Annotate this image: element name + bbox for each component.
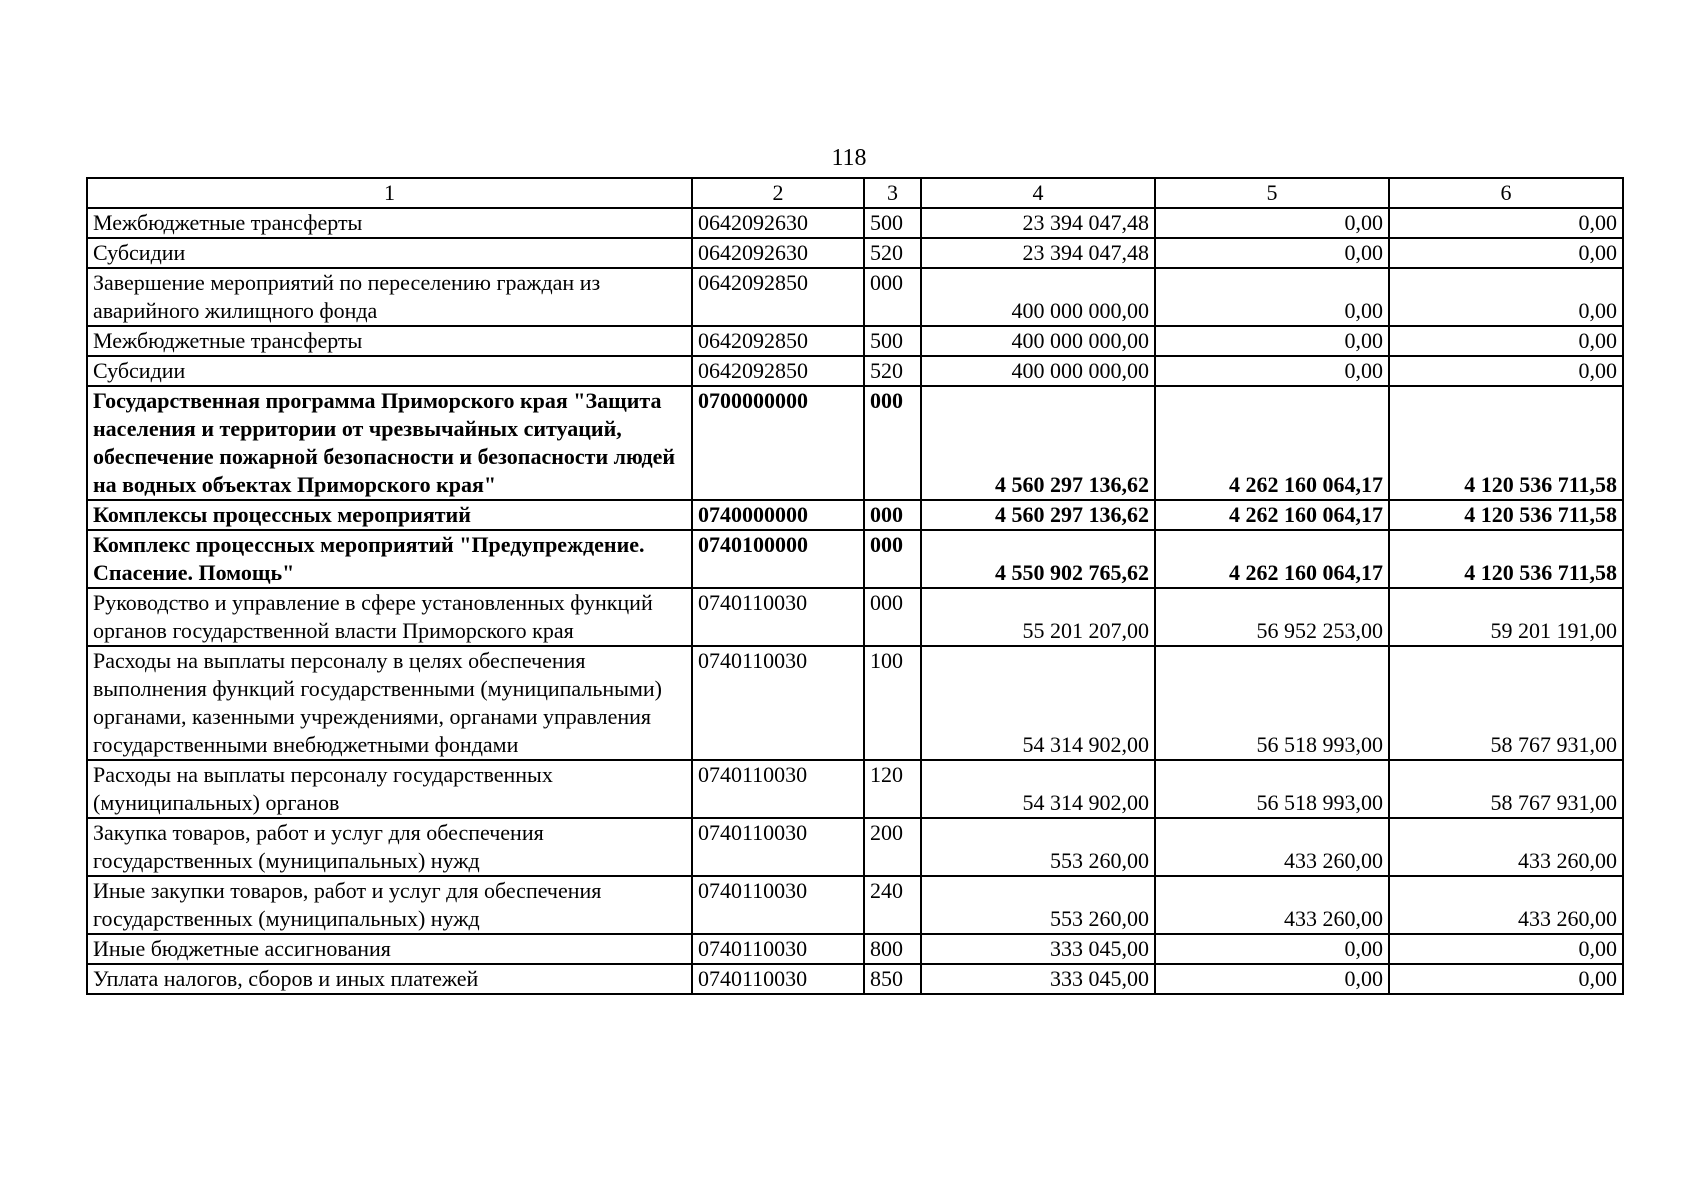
row-amount-col5: 0,00	[1155, 934, 1389, 964]
row-amount-col6: 0,00	[1389, 356, 1623, 386]
row-code: 0740000000	[692, 500, 864, 530]
row-amount-col4: 4 560 297 136,62	[921, 386, 1155, 500]
row-amount-col5: 433 260,00	[1155, 818, 1389, 876]
row-expense-type: 520	[864, 238, 921, 268]
row-amount-col5: 0,00	[1155, 268, 1389, 326]
row-amount-col6: 4 120 536 711,58	[1389, 386, 1623, 500]
row-amount-col4: 400 000 000,00	[921, 356, 1155, 386]
table-row	[87, 818, 1623, 876]
table-row	[87, 964, 1623, 994]
row-amount-col4: 23 394 047,48	[921, 238, 1155, 268]
table-row	[87, 356, 1623, 386]
row-amount-col6: 58 767 931,00	[1389, 646, 1623, 760]
budget-table	[86, 177, 1624, 995]
row-amount-col5: 433 260,00	[1155, 876, 1389, 934]
row-expense-type: 520	[864, 356, 921, 386]
row-expense-type: 000	[864, 386, 921, 500]
row-amount-col5: 0,00	[1155, 238, 1389, 268]
row-name: Комплекс процессных мероприятий "Предупреждение. Спасение. Помощь"	[87, 530, 692, 588]
header-col-1: 1	[87, 178, 692, 208]
row-amount-col6: 433 260,00	[1389, 818, 1623, 876]
row-amount-col4: 553 260,00	[921, 876, 1155, 934]
table-row	[87, 386, 1623, 500]
row-amount-col5: 4 262 160 064,17	[1155, 530, 1389, 588]
row-expense-type: 800	[864, 934, 921, 964]
row-code: 0740110030	[692, 876, 864, 934]
row-name: Межбюджетные трансферты	[87, 208, 692, 238]
row-code: 0700000000	[692, 386, 864, 500]
row-amount-col6: 4 120 536 711,58	[1389, 530, 1623, 588]
row-code: 0740100000	[692, 530, 864, 588]
row-name: Иные бюджетные ассигнования	[87, 934, 692, 964]
row-amount-col6: 4 120 536 711,58	[1389, 500, 1623, 530]
row-amount-col4: 54 314 902,00	[921, 646, 1155, 760]
row-amount-col4: 23 394 047,48	[921, 208, 1155, 238]
row-amount-col5: 0,00	[1155, 964, 1389, 994]
row-amount-col6: 0,00	[1389, 326, 1623, 356]
header-col-4: 4	[921, 178, 1155, 208]
row-expense-type: 000	[864, 500, 921, 530]
header-col-5: 5	[1155, 178, 1389, 208]
row-code: 0642092630	[692, 238, 864, 268]
row-amount-col5: 0,00	[1155, 208, 1389, 238]
header-col-6: 6	[1389, 178, 1623, 208]
row-amount-col6: 0,00	[1389, 238, 1623, 268]
row-amount-col4: 400 000 000,00	[921, 268, 1155, 326]
row-expense-type: 120	[864, 760, 921, 818]
row-expense-type: 500	[864, 326, 921, 356]
row-amount-col4: 553 260,00	[921, 818, 1155, 876]
row-code: 0740110030	[692, 588, 864, 646]
row-code: 0740110030	[692, 934, 864, 964]
table-row	[87, 934, 1623, 964]
row-code: 0642092850	[692, 268, 864, 326]
table-row	[87, 238, 1623, 268]
row-code: 0740110030	[692, 964, 864, 994]
row-name: Комплексы процессных мероприятий	[87, 500, 692, 530]
row-amount-col6: 59 201 191,00	[1389, 588, 1623, 646]
table-row	[87, 760, 1623, 818]
row-name: Иные закупки товаров, работ и услуг для обеспечения государственных (муниципальных) нужд	[87, 876, 692, 934]
row-amount-col5: 4 262 160 064,17	[1155, 500, 1389, 530]
table-row	[87, 326, 1623, 356]
row-amount-col4: 54 314 902,00	[921, 760, 1155, 818]
row-code: 0740110030	[692, 760, 864, 818]
row-expense-type: 000	[864, 530, 921, 588]
header-row	[87, 178, 1623, 208]
table-row	[87, 876, 1623, 934]
row-amount-col6: 0,00	[1389, 268, 1623, 326]
row-name: Уплата налогов, сборов и иных платежей	[87, 964, 692, 994]
row-amount-col6: 433 260,00	[1389, 876, 1623, 934]
row-amount-col5: 4 262 160 064,17	[1155, 386, 1389, 500]
row-name: Государственная программа Приморского края "Защита населения и территории от чрезвычайных ситуаций, обеспечение пожарной безопасности и безопасности людей на водных объектах Приморского края"	[87, 386, 692, 500]
row-name: Расходы на выплаты персоналу государственных (муниципальных) органов	[87, 760, 692, 818]
row-code: 0642092850	[692, 326, 864, 356]
row-amount-col5: 56 518 993,00	[1155, 760, 1389, 818]
header-col-2: 2	[692, 178, 864, 208]
row-amount-col6: 0,00	[1389, 964, 1623, 994]
row-amount-col4: 4 550 902 765,62	[921, 530, 1155, 588]
row-code: 0740110030	[692, 646, 864, 760]
row-amount-col6: 0,00	[1389, 208, 1623, 238]
row-amount-col5: 56 518 993,00	[1155, 646, 1389, 760]
row-amount-col4: 400 000 000,00	[921, 326, 1155, 356]
row-name: Завершение мероприятий по переселению граждан из аварийного жилищного фонда	[87, 268, 692, 326]
table-row	[87, 268, 1623, 326]
row-amount-col5: 56 952 253,00	[1155, 588, 1389, 646]
row-code: 0740110030	[692, 818, 864, 876]
row-amount-col6: 58 767 931,00	[1389, 760, 1623, 818]
row-amount-col4: 333 045,00	[921, 934, 1155, 964]
row-expense-type: 000	[864, 268, 921, 326]
table-row	[87, 588, 1623, 646]
row-expense-type: 850	[864, 964, 921, 994]
row-amount-col5: 0,00	[1155, 326, 1389, 356]
row-amount-col4: 55 201 207,00	[921, 588, 1155, 646]
row-name: Межбюджетные трансферты	[87, 326, 692, 356]
table-row	[87, 500, 1623, 530]
row-expense-type: 240	[864, 876, 921, 934]
row-name: Руководство и управление в сфере установленных функций органов государственной власти Приморского края	[87, 588, 692, 646]
page-number: 118	[831, 145, 867, 171]
row-amount-col6: 0,00	[1389, 934, 1623, 964]
header-col-3: 3	[864, 178, 921, 208]
row-name: Субсидии	[87, 238, 692, 268]
row-expense-type: 200	[864, 818, 921, 876]
table-row	[87, 208, 1623, 238]
row-amount-col5: 0,00	[1155, 356, 1389, 386]
row-expense-type: 500	[864, 208, 921, 238]
table-row	[87, 646, 1623, 760]
row-name: Субсидии	[87, 356, 692, 386]
table-row	[87, 530, 1623, 588]
row-name: Закупка товаров, работ и услуг для обеспечения государственных (муниципальных) нужд	[87, 818, 692, 876]
row-code: 0642092630	[692, 208, 864, 238]
row-amount-col4: 333 045,00	[921, 964, 1155, 994]
row-name: Расходы на выплаты персоналу в целях обеспечения выполнения функций государственными (муниципальными) органами, казенными учреждениями, органами управления государственными внебюджетными фондами	[87, 646, 692, 760]
row-amount-col4: 4 560 297 136,62	[921, 500, 1155, 530]
row-code: 0642092850	[692, 356, 864, 386]
row-expense-type: 000	[864, 588, 921, 646]
row-expense-type: 100	[864, 646, 921, 760]
